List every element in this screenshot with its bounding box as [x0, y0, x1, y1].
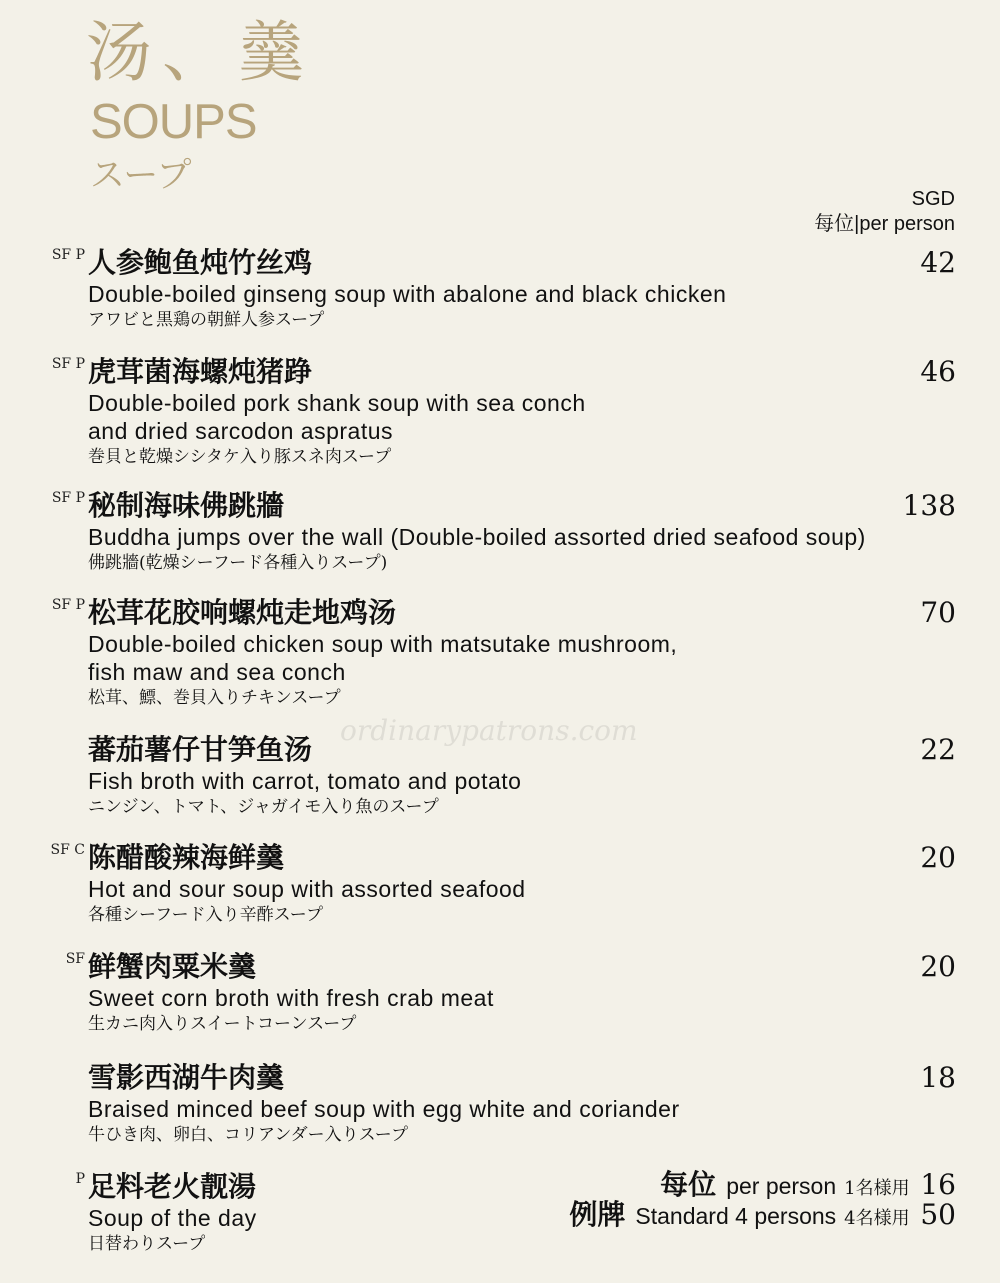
section-title-chinese: 汤、羹: [86, 14, 314, 91]
dish-price: 18: [920, 1061, 956, 1094]
dietary-tag: SF: [65, 951, 85, 967]
dish-name-japanese: 牛ひき肉、卵白、コリアンダー入りスープ: [88, 1125, 408, 1145]
dish-name-chinese: 鲜蟹肉粟米羹: [88, 950, 257, 983]
section-title-english: SOUPS: [90, 95, 257, 149]
price-header: [814, 187, 955, 237]
dish-price: 46: [920, 355, 956, 388]
price-option-english: per person: [726, 1173, 837, 1199]
price-option-price: 50: [920, 1198, 956, 1231]
dish-name-chinese: 秘制海味佛跳牆: [88, 489, 285, 522]
dish-name-chinese: 陈醋酸辣海鲜羹: [88, 841, 285, 874]
dish-name-japanese: アワビと黒鶏の朝鮮人参スープ: [88, 310, 325, 330]
price-option-japanese: 1名様用: [844, 1178, 910, 1199]
dish-name-chinese: 虎茸菌海螺炖猪踭: [88, 355, 313, 388]
dish-name-chinese: 松茸花胶响螺炖走地鸡汤: [88, 596, 397, 629]
dish-name-english: Sweet corn broth with fresh crab meat: [88, 985, 494, 1011]
dish-price: 20: [920, 950, 956, 983]
dish-name-chinese: 人参鲍鱼炖竹丝鸡: [88, 246, 313, 279]
price-option-chinese: 例牌: [569, 1198, 626, 1231]
dish-name-english: Double-boiled ginseng soup with abalone and black chicken: [88, 281, 727, 307]
dietary-tag: SF P: [51, 356, 85, 372]
dietary-tag: SF P: [51, 597, 85, 613]
dish-name-chinese: 雪影西湖牛肉羹: [88, 1061, 285, 1094]
dish-name-japanese: 巻貝と乾燥シシタケ入り豚スネ肉スープ: [88, 447, 392, 467]
dietary-tag: P: [75, 1171, 85, 1187]
dish-price: 42: [920, 246, 956, 279]
dish-name-english: Fish broth with carrot, tomato and potato: [88, 768, 522, 794]
dietary-tag: SF P: [51, 490, 85, 506]
dish-name-japanese: 生カニ肉入りスイートコーンスープ: [88, 1014, 357, 1034]
dish-price: 70: [920, 596, 956, 629]
dish-name-english: Soup of the day: [88, 1205, 257, 1231]
price-unit-label: 每位|per person: [814, 213, 955, 235]
dish-name-japanese: 佛跳牆(乾燥シーフード各種入りスープ): [88, 553, 388, 573]
dietary-tag: SF C: [50, 842, 85, 858]
dish-name-japanese: ニンジン、トマト、ジャガイモ入り魚のスープ: [88, 797, 439, 817]
dish-name-english: Hot and sour soup with assorted seafood: [88, 876, 526, 902]
price-option-price: 16: [920, 1168, 956, 1201]
price-option-standard-four-persons: [569, 1200, 956, 1233]
dish-price: 20: [920, 841, 956, 874]
price-option-chinese: 每位: [660, 1168, 717, 1201]
dish-price: 138: [902, 489, 956, 522]
dish-name-english: Buddha jumps over the wall (Double-boiled assorted dried seafood soup): [88, 524, 866, 550]
dish-name-english: Braised minced beef soup with egg white and coriander: [88, 1096, 680, 1122]
watermark: ordinarypatrons.com: [340, 714, 638, 747]
price-option-japanese: 4名様用: [844, 1208, 910, 1229]
dish-name-chinese: 蕃茄薯仔甘笋鱼汤: [88, 733, 313, 766]
dish-name-english: Double-boiled pork shank soup with sea conch and dried sarcodon aspratus: [88, 390, 586, 444]
dietary-tag: SF P: [51, 247, 85, 263]
dish-name-japanese: 日替わりスープ: [88, 1234, 206, 1254]
section-title-japanese: スープ: [90, 156, 192, 196]
dish-name-japanese: 各種シーフード入り辛酢スープ: [88, 905, 323, 925]
dish-name-japanese: 松茸、鰾、巻貝入りチキンスープ: [88, 688, 341, 708]
dish-name-english: Double-boiled chicken soup with matsutake mushroom, fish maw and sea conch: [88, 631, 678, 685]
dish-name-chinese: 足料老火靓湯: [88, 1170, 257, 1203]
price-option-per-person: [660, 1170, 956, 1203]
dish-price: 22: [920, 733, 956, 766]
price-option-english: Standard 4 persons: [635, 1203, 837, 1229]
currency-label: SGD: [911, 188, 955, 210]
